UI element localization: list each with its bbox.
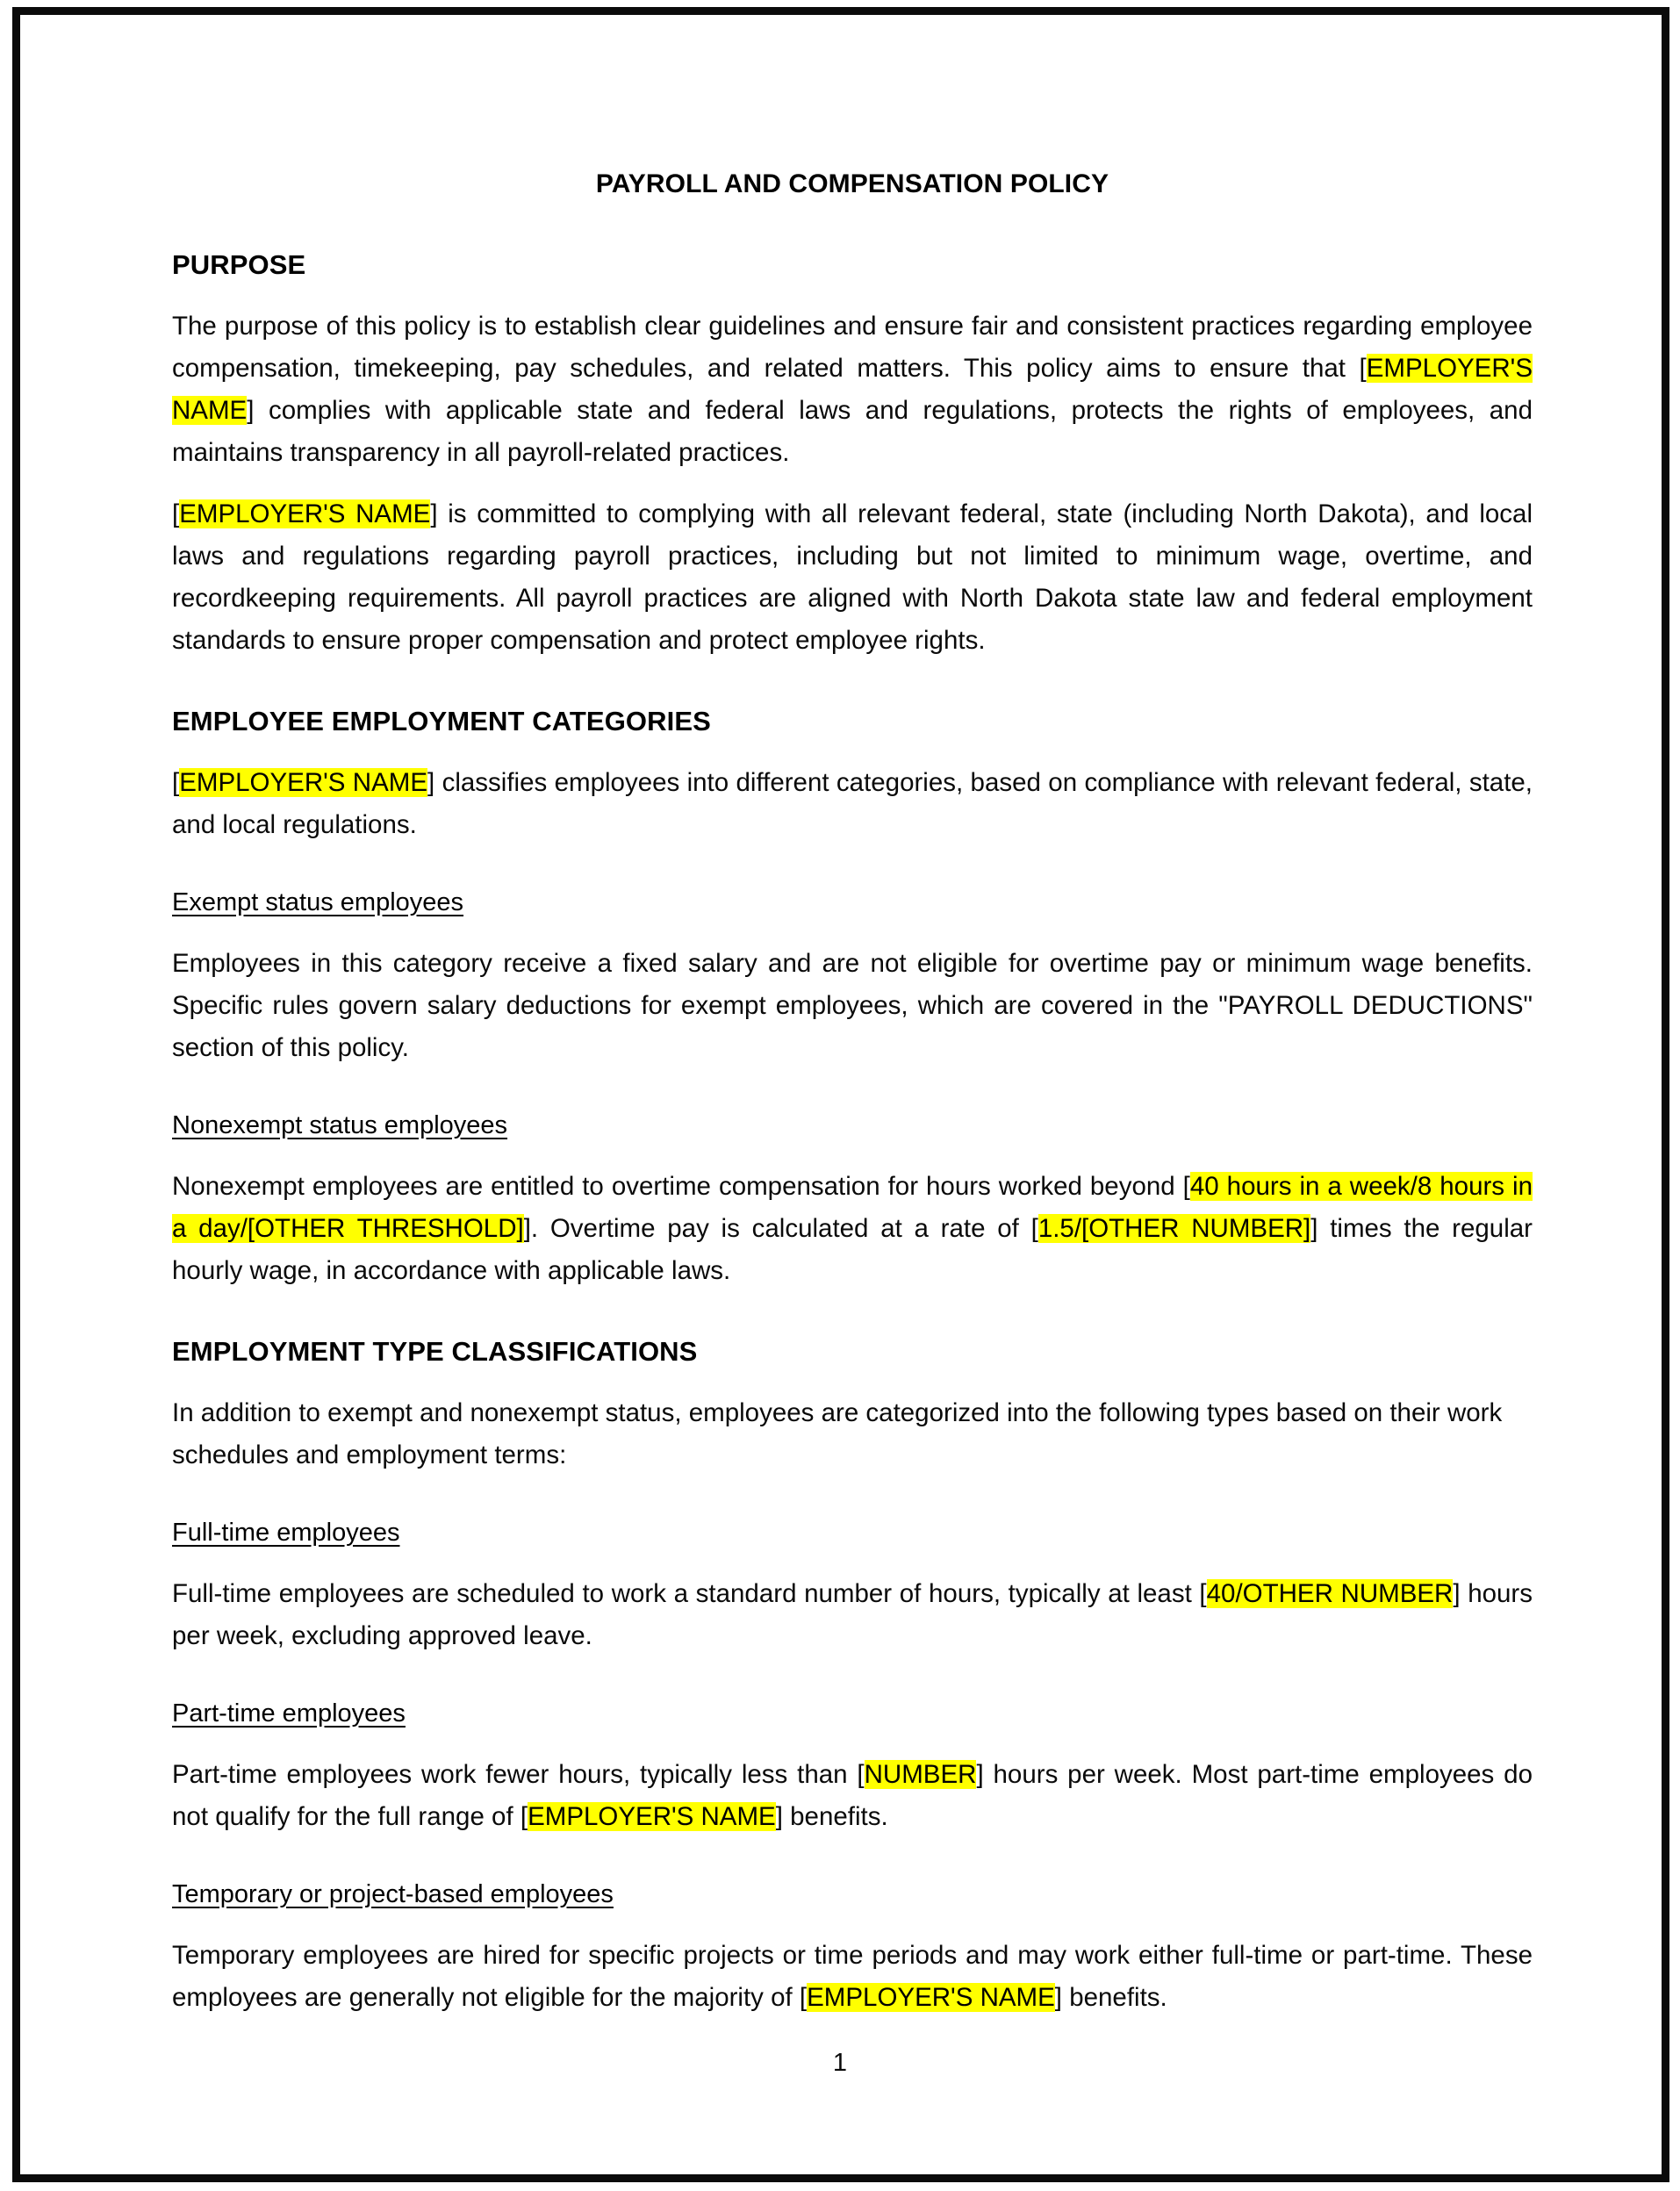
purpose-paragraph-2 [172,493,1533,662]
temporary-paragraph-text-1: Temporary employees are hired for specific projects or time periods and may work either full-time or part-time. These employees are generally not eligible for the majority of [ [172,1941,1533,2012]
purpose-paragraph-2-text-1: [ [172,499,180,528]
highlight-employers-name: EMPLOYER'S NAME [179,768,428,797]
employment-categories-intro-text-2: ] classifies employees into different categories, based on compliance with relevant federal, state, and local regulations. [172,768,1533,839]
employment-type-intro: In addition to exempt and nonexempt status, employees are categorized into the following types based on their work schedules and employment terms: [172,1398,1503,1469]
highlight-part-time-hours: NUMBER [864,1760,977,1789]
subheading-wrap-nonexempt [172,1069,1533,1146]
subheading-nonexempt-status-employees: Nonexempt status employees [172,1111,508,1139]
highlight-overtime-threshold: 40 hours in a week/8 hours in a day/[OTHER THRESHOLD] [172,1172,1533,1243]
highlight-employers-name: EMPLOYER'S NAME [528,1802,776,1831]
full-time-paragraph-text-2: ] hours per week, excluding approved leave. [172,1579,1533,1650]
section-heading-purpose: PURPOSE [172,249,306,280]
temporary-paragraph [172,1935,1533,2019]
subheading-part-time-employees: Part-time employees [172,1699,406,1728]
part-time-paragraph-text-3: ] benefits. [775,1802,888,1831]
subheading-wrap-temporary [172,1838,1533,1915]
employment-categories-intro [172,762,1533,846]
part-time-paragraph [172,1754,1533,1838]
page-number: 1 [832,2049,848,2077]
section-heading-employment-type-classifications: EMPLOYMENT TYPE CLASSIFICATIONS [172,1336,698,1367]
highlight-employers-name: EMPLOYER'S NAME [172,354,1533,425]
highlight-employers-name: EMPLOYER'S NAME [179,499,431,528]
subheading-temporary-or-project-based-employees: Temporary or project-based employees [172,1880,614,1908]
highlight-full-time-hours: 40/OTHER NUMBER [1206,1579,1454,1608]
nonexempt-paragraph-text-1: Nonexempt employees are entitled to overtime compensation for hours worked beyond [ [172,1172,1190,1201]
subheading-exempt-status-employees: Exempt status employees [172,888,464,916]
full-time-paragraph [172,1573,1533,1657]
purpose-paragraph-1-text-2: ] complies with applicable state and federal laws and regulations, protects the rights of employees, and maintains transparency in all payroll-related practices. [172,396,1533,467]
nonexempt-status-paragraph [172,1166,1533,1292]
full-time-paragraph-text-1: Full-time employees are scheduled to work a standard number of hours, typically at least [ [172,1579,1207,1608]
subheading-wrap-part-time [172,1657,1533,1735]
part-time-paragraph-text-2: ] hours per week. Most part-time employees do not qualify for the full range of [ [172,1760,1533,1831]
part-time-paragraph-text-1: Part-time employees work fewer hours, typically less than [ [172,1760,865,1789]
purpose-paragraph-2-text-2: ] is committed to complying with all relevant federal, state (including North Dakota), and local laws and regulations regarding payroll practices, including but not limited to minimum wage, overtime, and recordkeeping requirements. All payroll practices are aligned with North Dakota state law and federal employment standards to ensure proper compensation and protect employee rights. [172,499,1533,655]
nonexempt-paragraph-text-3: ] times the regular hourly wage, in accordance with applicable laws. [172,1214,1533,1285]
nonexempt-paragraph-text-2: ]. Overtime pay is calculated at a rate of [ [523,1214,1038,1243]
subheading-full-time-employees: Full-time employees [172,1519,400,1547]
exempt-status-paragraph: Employees in this category receive a fixed salary and are not eligible for overtime pay or minimum wage benefits. Specific rules govern salary deductions for exempt employees, which are covered in the "PAYROLL DEDUCTIONS" section of this policy. [172,949,1533,1062]
highlight-overtime-multiplier: 1.5/[OTHER NUMBER] [1037,1214,1311,1243]
section-heading-employee-employment-categories: EMPLOYEE EMPLOYMENT CATEGORIES [172,706,711,736]
document-body [172,0,1533,2191]
purpose-paragraph-1 [172,305,1533,474]
purpose-paragraph-1-text-1: The purpose of this policy is to establish clear guidelines and ensure fair and consistent practices regarding employee compensation, timekeeping, pay schedules, and related matters. This policy aims to ensure that [ [172,312,1533,383]
temporary-paragraph-text-2: ] benefits. [1054,1983,1167,2012]
highlight-employers-name: EMPLOYER'S NAME [807,1983,1055,2012]
employment-categories-intro-text-1: [ [172,768,180,797]
subheading-wrap-exempt [172,846,1533,923]
document-title: PAYROLL AND COMPENSATION POLICY [595,169,1109,198]
subheading-wrap-full-time [172,1476,1533,1554]
